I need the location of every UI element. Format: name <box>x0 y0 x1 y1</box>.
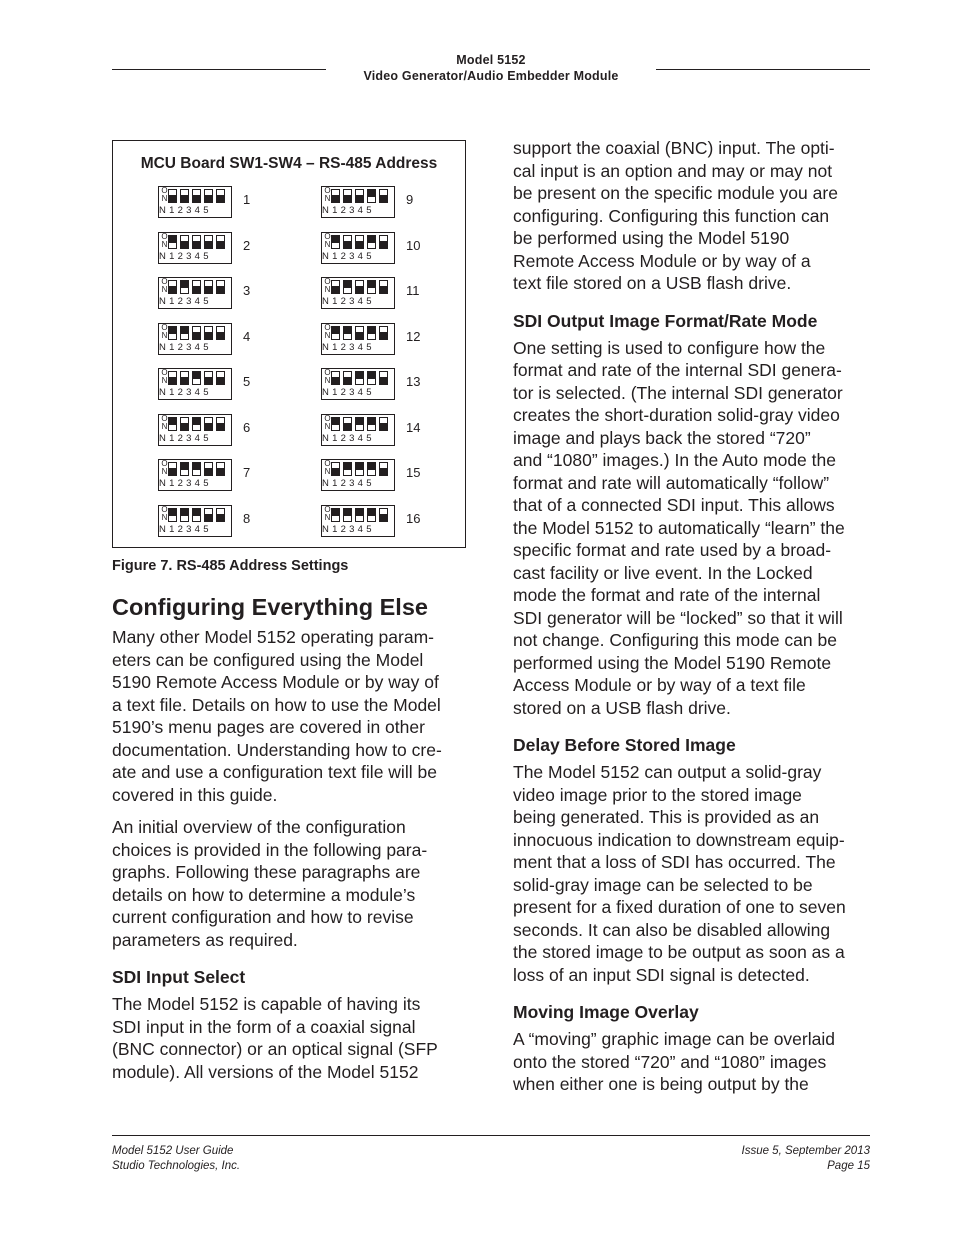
dip-switch-address-12 <box>321 323 395 355</box>
footer-guide: Model 5152 User Guide <box>112 1145 234 1157</box>
switch-position-3 <box>192 417 201 431</box>
paragraph-delay <box>513 761 873 986</box>
switch-position-3 <box>192 371 201 385</box>
switch-position-4 <box>367 235 376 249</box>
switch-numbers: N 1 2 3 4 5 <box>159 296 209 307</box>
switch-position-2 <box>343 189 352 203</box>
text-line: the stored image to be output as soon as a <box>513 942 845 962</box>
text-line: present for a fixed duration of one to seven <box>513 897 846 917</box>
address-label: 16 <box>406 510 421 526</box>
text-line: covered in this guide. <box>112 784 278 805</box>
switch-position-4 <box>367 462 376 476</box>
section-heading: Configuring Everything Else <box>112 594 428 620</box>
on-label: O N <box>324 504 331 522</box>
on-label: O N <box>161 368 168 385</box>
switch-position-1 <box>331 235 340 249</box>
switch-position-5 <box>216 462 225 476</box>
paragraph-sdi-output <box>513 337 873 720</box>
switch-numbers: N 1 2 3 4 5 <box>159 523 209 535</box>
text-line: creates the short-duration solid-gray video <box>513 405 840 425</box>
on-label: O N <box>324 277 331 294</box>
text-line: Remote Access Module or by way of a <box>513 250 811 271</box>
on-label: O N <box>324 459 331 476</box>
switch-position-4 <box>204 326 213 340</box>
on-label: O N <box>324 186 331 203</box>
switch-position-2 <box>180 189 189 203</box>
switch-position-2 <box>343 508 352 522</box>
text-line: ate and use a configuration text file will be <box>112 762 437 782</box>
switch-position-4 <box>204 189 213 203</box>
header-subtitle: Video Generator/Audio Embedder Module <box>363 69 619 83</box>
dip-switch-address-2 <box>158 232 232 264</box>
text-line: the Model 5152 to automatically “learn” the <box>513 517 845 538</box>
text-line: SDI input in the form of a coaxial signal <box>112 1016 416 1037</box>
switch-numbers: N 1 2 3 4 5 <box>322 387 372 398</box>
text-line: not change. Configuring this mode can be <box>513 630 837 650</box>
dip-switch-address-13 <box>321 368 395 400</box>
text-line: current configuration and how to revise <box>112 907 414 927</box>
left-column <box>112 592 472 1093</box>
switch-position-4 <box>204 462 213 476</box>
text-line: solid-gray image can be selected to be <box>513 874 813 895</box>
footer-rule <box>112 1135 870 1136</box>
address-label: 11 <box>406 283 420 298</box>
paragraph-overview <box>112 816 472 951</box>
on-label: O N <box>161 413 168 431</box>
text-line: graphs. Following these paragraphs are <box>112 862 421 882</box>
switch-position-1 <box>331 508 340 522</box>
switch-position-4 <box>204 417 213 431</box>
address-label: 10 <box>406 237 421 253</box>
switch-position-1 <box>331 280 340 294</box>
switch-position-5 <box>379 508 388 522</box>
switch-numbers: N 1 2 3 4 5 <box>322 250 372 262</box>
dip-switch-address-5 <box>158 368 232 400</box>
switch-position-2 <box>180 462 189 476</box>
dip-switch-address-15 <box>321 459 395 491</box>
dip-switch-address-7 <box>158 459 232 491</box>
text-line: being generated. This is provided as an <box>513 807 820 827</box>
dip-switch-address-11 <box>321 277 395 309</box>
text-line: 5190’s menu pages are covered in other <box>112 717 425 737</box>
text-line: A “moving” graphic image can be overlaid <box>513 1029 835 1049</box>
switch-position-4 <box>367 417 376 431</box>
paragraph-moving-overlay <box>513 1028 873 1096</box>
switch-numbers: N 1 2 3 4 5 <box>159 205 209 216</box>
text-line: performed using the Model 5190 Remote <box>513 652 832 673</box>
text-line: parameters as required. <box>112 929 298 950</box>
on-label: O N <box>161 277 168 294</box>
switch-position-2 <box>343 462 352 476</box>
switch-position-4 <box>204 280 213 294</box>
text-line: Access Module or by way of a text file <box>513 675 806 695</box>
switch-position-2 <box>343 326 352 340</box>
paragraph-coaxial <box>513 137 873 295</box>
switch-position-5 <box>379 189 388 203</box>
dip-switch-address-6 <box>158 414 232 446</box>
address-label: 6 <box>243 419 251 435</box>
switch-numbers: N 1 2 3 4 5 <box>159 432 209 444</box>
switch-position-5 <box>216 189 225 203</box>
address-label: 1 <box>243 192 251 207</box>
switch-position-3 <box>192 235 201 249</box>
text-line: stored on a USB flash drive. <box>513 697 731 718</box>
switch-position-3 <box>355 235 364 249</box>
switch-position-3 <box>192 508 201 522</box>
running-header <box>326 52 656 84</box>
switch-position-1 <box>168 371 177 385</box>
switch-position-5 <box>379 235 388 249</box>
switch-position-3 <box>192 189 201 203</box>
switch-position-5 <box>379 280 388 294</box>
switch-position-1 <box>331 462 340 476</box>
footer-right <box>742 1144 871 1174</box>
switch-position-3 <box>192 462 201 476</box>
figure-caption: Figure 7. RS-485 Address Settings <box>112 558 349 574</box>
text-line: Many other Model 5152 operating param- <box>112 627 434 647</box>
figure-title: MCU Board SW1-SW4 – RS-485 Address <box>140 155 438 172</box>
switch-position-4 <box>204 508 213 522</box>
switch-position-3 <box>355 189 364 203</box>
text-line: (BNC connector) or an optical signal (SFP <box>112 1039 438 1059</box>
text-line: format and rate will automatically “follow” <box>513 472 830 493</box>
switch-position-3 <box>192 326 201 340</box>
text-line: mode the format and rate of the internal <box>513 585 821 605</box>
switch-position-1 <box>168 189 177 203</box>
switch-position-5 <box>379 417 388 431</box>
switch-position-5 <box>379 326 388 340</box>
text-line: loss of an input SDI signal is detected. <box>513 964 810 985</box>
switch-position-5 <box>216 280 225 294</box>
footer-left <box>112 1144 240 1174</box>
address-label: 7 <box>243 465 251 480</box>
switch-position-2 <box>180 417 189 431</box>
switch-position-2 <box>180 280 189 294</box>
text-line: eters can be configured using the Model <box>112 649 424 670</box>
switch-position-3 <box>355 462 364 476</box>
header-model: Model 5152 <box>456 53 526 67</box>
address-label: 4 <box>243 328 251 344</box>
address-label: 5 <box>243 374 251 389</box>
switch-position-4 <box>367 189 376 203</box>
switch-numbers: N 1 2 3 4 5 <box>159 341 209 353</box>
text-line: cal input is an option and may or may not <box>513 160 833 181</box>
text-line: configuring. Configuring this function can <box>513 205 830 226</box>
text-line: be performed using the Model 5190 <box>513 228 790 248</box>
switch-position-5 <box>216 326 225 340</box>
switch-position-1 <box>168 417 177 431</box>
subheading-sdi-output: SDI Output Image Format/Rate Mode <box>513 310 818 331</box>
footer-page: Page 15 <box>827 1160 870 1172</box>
switch-position-2 <box>343 371 352 385</box>
dip-switch-address-9 <box>321 186 395 218</box>
address-label: 15 <box>406 465 421 480</box>
switch-numbers: N 1 2 3 4 5 <box>322 523 372 535</box>
switch-position-5 <box>216 371 225 385</box>
switch-position-3 <box>355 417 364 431</box>
text-line: and “1080” images.) In the Auto mode the <box>513 450 836 470</box>
switch-position-1 <box>168 462 177 476</box>
switch-numbers: N 1 2 3 4 5 <box>159 478 209 489</box>
switch-position-1 <box>331 189 340 203</box>
switch-position-1 <box>168 508 177 522</box>
switch-position-5 <box>379 462 388 476</box>
switch-position-3 <box>355 280 364 294</box>
switch-position-5 <box>379 371 388 385</box>
on-label: O N <box>324 413 331 431</box>
switch-numbers: N 1 2 3 4 5 <box>322 341 372 353</box>
header-rule-right <box>656 69 870 70</box>
switch-position-5 <box>216 417 225 431</box>
text-line: when either one is being output by the <box>513 1074 809 1094</box>
text-line: 5190 Remote Access Module or by way of <box>112 672 439 692</box>
address-label: 2 <box>243 237 251 253</box>
switch-position-2 <box>180 371 189 385</box>
subheading-sdi-input: SDI Input Select <box>112 967 246 987</box>
text-line: module). All versions of the Model 5152 <box>112 1061 419 1082</box>
switch-position-3 <box>355 371 364 385</box>
switch-position-3 <box>192 280 201 294</box>
switch-position-1 <box>331 326 340 340</box>
switch-position-1 <box>168 280 177 294</box>
text-line: video image prior to the stored image <box>513 784 802 805</box>
switch-position-4 <box>367 280 376 294</box>
switch-numbers: N 1 2 3 4 5 <box>322 296 372 307</box>
dip-switch-address-8 <box>158 505 232 537</box>
right-column <box>513 137 873 1106</box>
dip-switch-address-4 <box>158 323 232 355</box>
text-line: be present on the specific module you are <box>513 183 838 203</box>
switch-numbers: N 1 2 3 4 5 <box>322 478 372 489</box>
on-label: O N <box>161 504 168 522</box>
on-label: O N <box>161 322 168 340</box>
on-label: O N <box>324 231 331 249</box>
text-line: text file stored on a USB flash drive. <box>513 273 792 293</box>
on-label: O N <box>161 186 168 203</box>
dip-switch-address-14 <box>321 414 395 446</box>
switch-position-4 <box>204 235 213 249</box>
subheading-moving-overlay: Moving Image Overlay <box>513 1002 699 1022</box>
address-label: 3 <box>243 283 251 298</box>
switch-position-3 <box>355 326 364 340</box>
switch-numbers: N 1 2 3 4 5 <box>159 250 209 262</box>
text-line: The Model 5152 can output a solid-gray <box>513 762 822 782</box>
paragraph-sdi-input <box>112 993 472 1083</box>
text-line: An initial overview of the configuration <box>112 817 406 837</box>
switch-position-4 <box>367 371 376 385</box>
switch-position-2 <box>343 235 352 249</box>
switch-position-1 <box>168 326 177 340</box>
text-line: One setting is used to configure how the <box>513 337 826 358</box>
text-line: cast facility or live event. In the Locked <box>513 562 813 583</box>
paragraph-intro <box>112 626 472 806</box>
address-label: 9 <box>406 192 414 207</box>
switch-position-4 <box>367 326 376 340</box>
dip-switch-address-10 <box>321 232 395 264</box>
dip-switch-address-16 <box>321 505 395 537</box>
switch-position-2 <box>343 417 352 431</box>
text-line: ment that a loss of SDI has occurred. The <box>513 852 836 872</box>
on-label: O N <box>324 368 331 385</box>
text-line: SDI generator will be “locked” so that it will <box>513 607 843 628</box>
text-line: onto the stored “720” and “1080” images <box>513 1051 827 1072</box>
switch-position-5 <box>216 235 225 249</box>
footer-issue: Issue 5, September 2013 <box>741 1145 870 1157</box>
switch-position-1 <box>168 235 177 249</box>
switch-position-2 <box>180 235 189 249</box>
on-label: O N <box>161 231 168 249</box>
switch-numbers: N 1 2 3 4 5 <box>159 387 209 398</box>
switch-position-1 <box>331 371 340 385</box>
rs485-address-figure <box>112 140 466 548</box>
switch-position-5 <box>216 508 225 522</box>
footer-company: Studio Technologies, Inc. <box>112 1160 241 1172</box>
switch-position-1 <box>331 417 340 431</box>
switch-position-2 <box>180 508 189 522</box>
subheading-delay: Delay Before Stored Image <box>513 735 736 755</box>
header-rule-left <box>112 69 326 70</box>
dip-switch-address-1 <box>158 186 232 218</box>
text-line: a text file. Details on how to use the Model <box>112 694 441 715</box>
switch-position-4 <box>204 371 213 385</box>
text-line: choices is provided in the following para- <box>112 839 428 860</box>
text-line: seconds. It can also be disabled allowing <box>513 919 831 940</box>
switch-numbers: N 1 2 3 4 5 <box>322 205 372 216</box>
text-line: format and rate of the internal SDI genera- <box>513 360 842 380</box>
text-line: documentation. Understanding how to cre- <box>112 739 442 760</box>
text-line: The Model 5152 is capable of having its <box>112 994 421 1014</box>
switch-position-3 <box>355 508 364 522</box>
text-line: innocuous indication to downstream equip- <box>513 829 845 850</box>
text-line: tor is selected. (The internal SDI generator <box>513 382 843 403</box>
text-line: image and plays back the stored “720” <box>513 427 811 448</box>
address-label: 14 <box>406 419 421 435</box>
address-label: 13 <box>406 374 421 389</box>
on-label: O N <box>324 322 331 340</box>
switch-numbers: N 1 2 3 4 5 <box>322 432 372 444</box>
dip-switch-address-3 <box>158 277 232 309</box>
on-label: O N <box>161 459 168 476</box>
text-line: support the coaxial (BNC) input. The opti- <box>513 138 835 158</box>
switch-position-4 <box>367 508 376 522</box>
address-label: 12 <box>406 328 421 344</box>
text-line: details on how to determine a module’s <box>112 884 416 905</box>
switch-position-2 <box>180 326 189 340</box>
text-line: specific format and rate used by a broad- <box>513 540 832 560</box>
address-label: 8 <box>243 510 251 526</box>
switch-position-2 <box>343 280 352 294</box>
text-line: that of a connected SDI input. This allows <box>513 495 835 515</box>
